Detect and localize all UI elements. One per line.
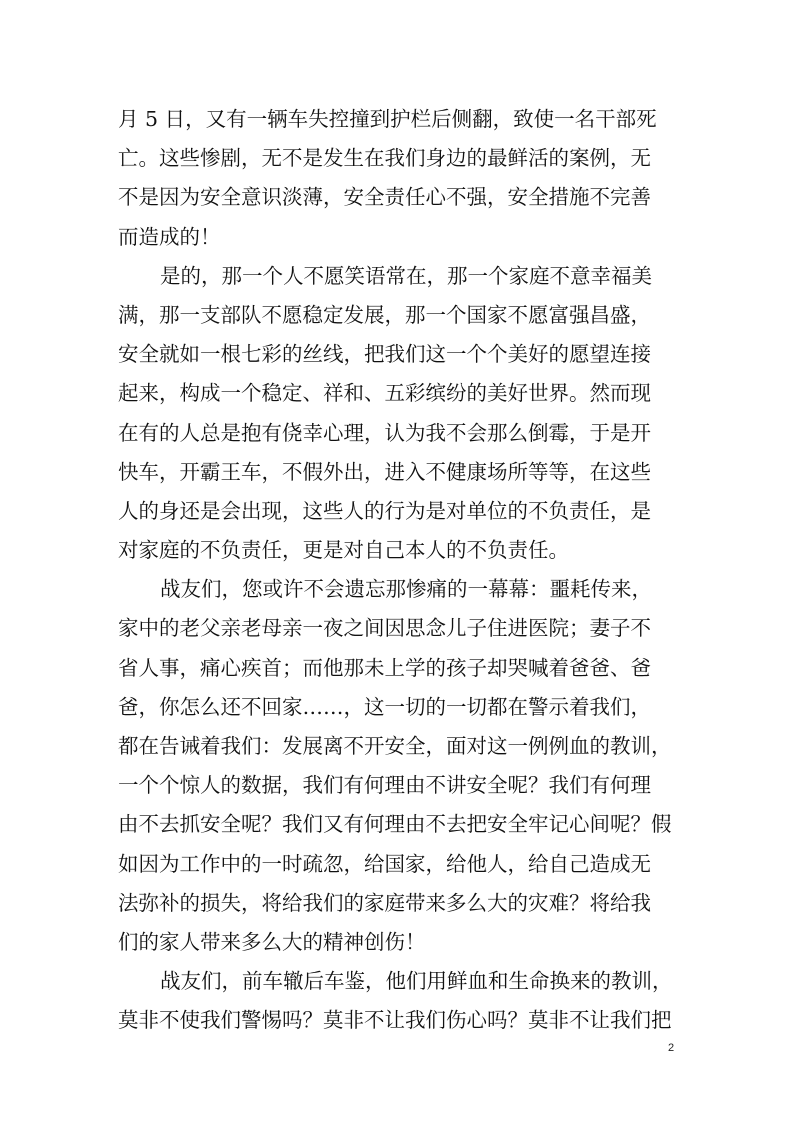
text-line: 都在告诫着我们：发展离不开安全，面对这一例例血的教训， bbox=[118, 734, 672, 758]
text-line: 对家庭的不负责任，更是对自己本人的不负责任。 bbox=[118, 538, 569, 563]
text-line: 在有的人总是抱有侥幸心理，认为我不会那么倒霉，于是开 bbox=[118, 420, 651, 445]
text-line: 省人事，痛心疾首；而他那未上学的孩子却哭喊着爸爸、爸 bbox=[118, 655, 651, 680]
text-line: 爸，你怎么还不回家……，这一切的一切都在警示着我们， bbox=[118, 694, 651, 719]
text-line: 满，那一支部队不愿稳定发展，那一个国家不愿富强昌盛， bbox=[118, 302, 651, 327]
text-line: 法弥补的损失，将给我们的家庭带来多么大的灾难？将给我 bbox=[118, 890, 651, 915]
paragraph-first-line: 战友们，前车辙后车鉴，他们用鲜血和生命换来的教训， bbox=[160, 969, 673, 994]
paragraph-first-line: 战友们，您或许不会遗忘那惨痛的一幕幕：噩耗传来， bbox=[160, 577, 652, 602]
text-line: 一个个惊人的数据，我们有何理由不讲安全呢？我们有何理 bbox=[118, 773, 651, 798]
paragraph-first-line: 是的，那一个人不愿笑语常在，那一个家庭不意幸福美 bbox=[160, 263, 652, 288]
page-number: 2 bbox=[668, 1042, 675, 1054]
text-line: 莫非不使我们警惕吗？莫非不让我们伤心吗？莫非不让我们把 bbox=[118, 1008, 672, 1033]
text-line: 月 5 日，又有一辆车失控撞到护栏后侧翻，致使一名干部死 bbox=[118, 107, 657, 131]
text-line: 亡。这些惨剧，无不是发生在我们身边的最鲜活的案例，无 bbox=[118, 146, 651, 171]
text-line: 安全就如一根七彩的丝线，把我们这一个个美好的愿望连接 bbox=[118, 342, 651, 367]
text-line: 起来，构成一个稳定、祥和、五彩缤纷的美好世界。然而现 bbox=[118, 381, 651, 406]
text-line: 由不去抓安全呢？我们又有何理由不去把安全牢记心间呢？假 bbox=[118, 812, 672, 837]
text-line: 不是因为安全意识淡薄，安全责任心不强，安全措施不完善 bbox=[118, 185, 651, 210]
text-line: 人的身还是会出现，这些人的行为是对单位的不负责任，是 bbox=[118, 498, 651, 523]
text-line: 如因为工作中的一时疏忽，给国家，给他人，给自己造成无 bbox=[118, 851, 651, 876]
text-line: 们的家人带来多么大的精神创伤！ bbox=[118, 929, 426, 954]
text-line: 而造成的！ bbox=[118, 224, 221, 249]
text-line: 快车，开霸王车，不假外出，进入不健康场所等等，在这些 bbox=[118, 459, 651, 484]
document-body bbox=[118, 100, 678, 1041]
text-line: 家中的老父亲老母亲一夜之间因思念儿子住进医院；妻子不 bbox=[118, 616, 651, 641]
